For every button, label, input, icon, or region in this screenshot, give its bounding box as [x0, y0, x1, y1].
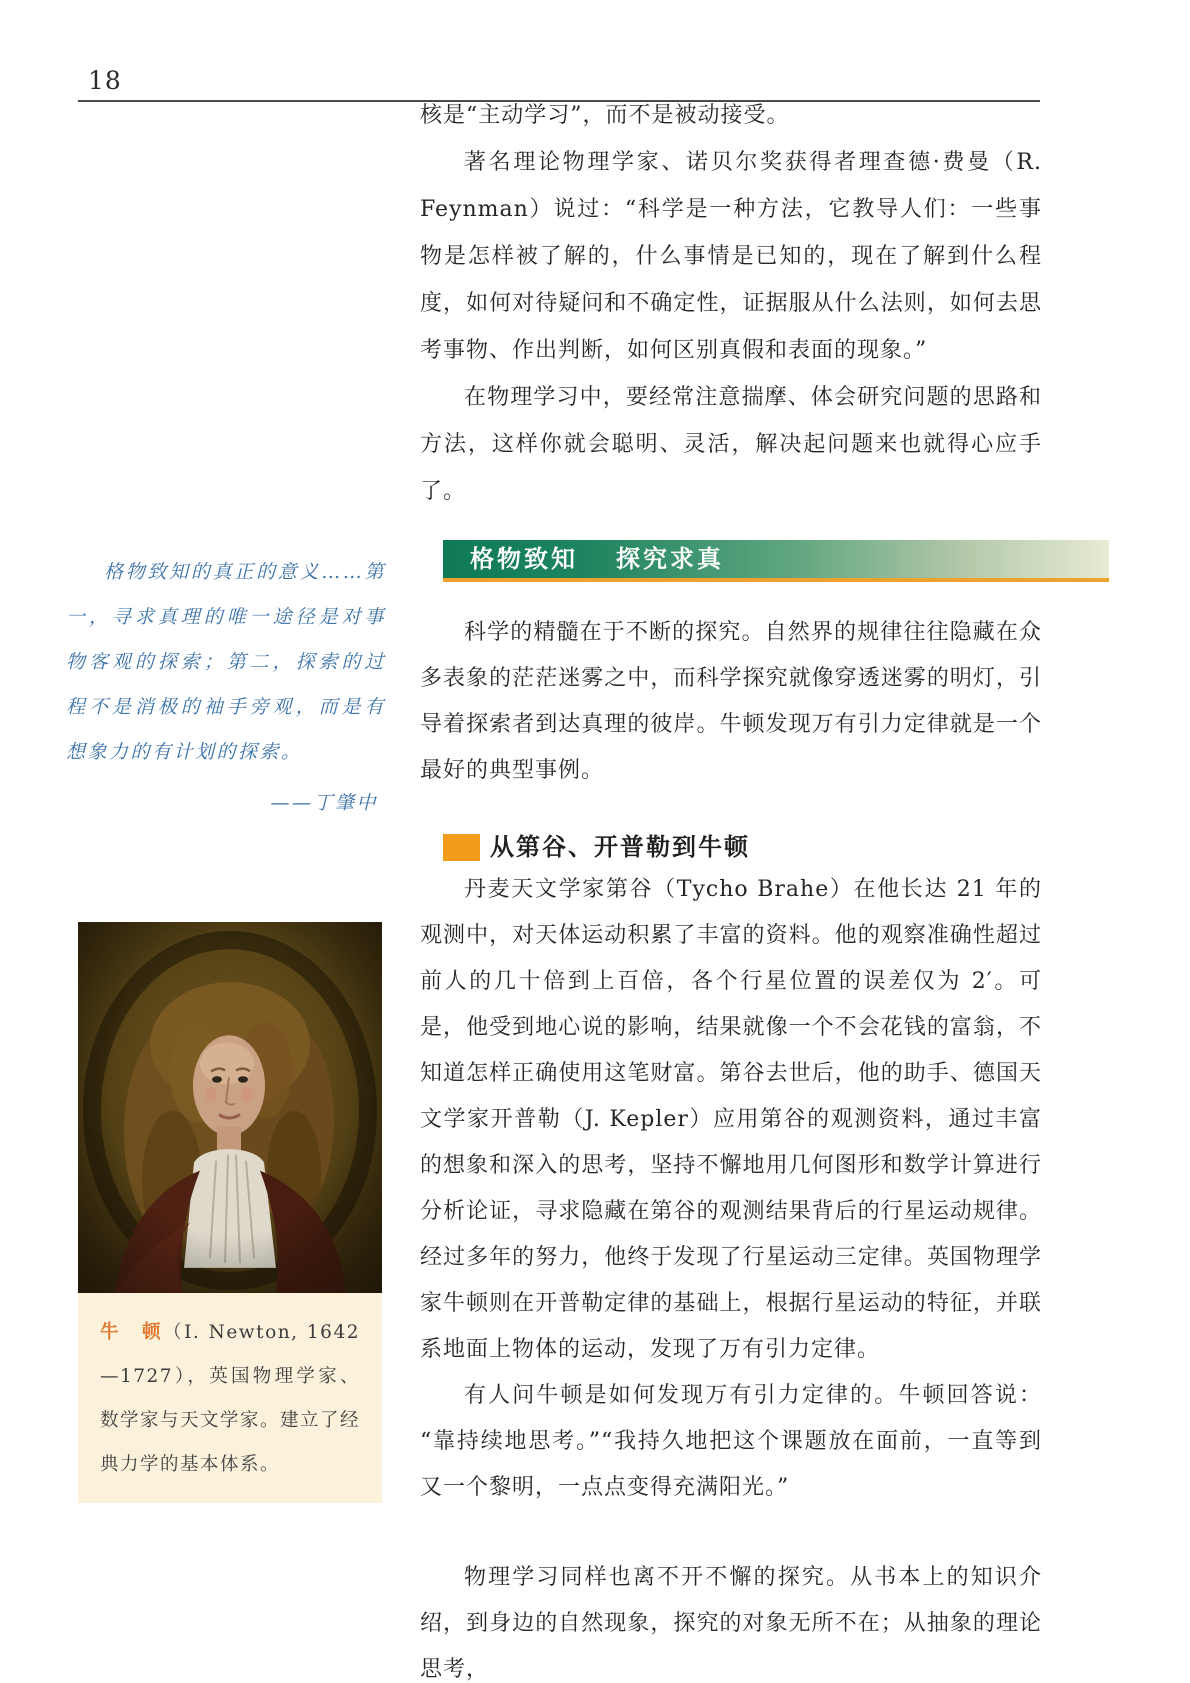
body-block — [420, 867, 1042, 1683]
main-column — [420, 92, 1042, 1683]
paragraph-feynman: 著名理论物理学家、诺贝尔奖获得者理查德·费曼（R. Feynman）说过：“科学是一种方法，它教导人们：一些事物是怎样被了解的，什么事情是已知的，现在了解到什么程度，如何对待疑问和不确定性，证据服从什么法则，如何去思考事物、作出判断，如何区别真假和表面的现象。” — [420, 150, 1042, 363]
quote-attribution: ——丁肇中 — [270, 792, 378, 814]
newton-portrait-image — [78, 922, 382, 1293]
paragraph-tycho: 丹麦天文学家第谷（Tycho Brahe）在他长达 21 年的观测中，对天体运动积累了丰富的资料。他的观察准确性超过前人的几十倍到上百倍，各个行星位置的误差仅为 2′。可是，他受到地心说的影响，结果就像一个不会花钱的富翁，不知道怎样正确使用这笔财富。第谷去世后，他的助手、德国天文学家开普勒（J. Kepler）应用第谷的观测资料，通过丰富的想象和深入的思考，坚持不懈地用几何图形和数学计算进行分析论证，寻求隐藏在第谷的观测结果背后的行星运动规律。经过多年的努力，他终于发现了行星运动三定律。英国物理学家牛顿则在开普勒定律的基础上，根据行星运动的特征，并联系地面上物体的运动，发现了万有引力定律。 — [420, 877, 1042, 1362]
paragraph-intro: 科学的精髓在于不断的探究。自然界的规律往往隐藏在众多表象的茫茫迷雾之中，而科学探究就像穿透迷雾的明灯，引导着探索者到达真理的彼岸。牛顿发现万有引力定律就是一个最好的典型事例。 — [420, 620, 1042, 783]
subsection-heading — [443, 834, 1042, 861]
paragraph-study: 在物理学习中，要经常注意揣摩、体会研究问题的思路和方法，这样你就会聪明、灵活，解决起问题来也就得心应手了。 — [420, 385, 1042, 504]
caption-text: （I. Newton, 1642—1727），英国物理学家、数学家与天文学家。建立了经典力学的基本体系。 — [100, 1322, 361, 1475]
section-bullet-icon — [443, 834, 480, 861]
subsection-title: 从第谷、开普勒到牛顿 — [490, 834, 750, 861]
section-header-part1: 格物致知 — [470, 545, 578, 573]
section-header-bar — [443, 540, 1109, 582]
section-header-part2: 探究求真 — [616, 545, 724, 573]
margin-quote — [66, 550, 386, 826]
paragraph-continuation: 核是“主动学习”，而不是被动接受。 — [420, 103, 790, 128]
paragraph-newton-quote: 有人问牛顿是如何发现万有引力定律的。牛顿回答说：“靠持续地思考。”“我持久地把这个课题放在面前，一直等到又一个黎明，一点点变得充满阳光。” — [420, 1383, 1042, 1500]
portrait-caption — [78, 1293, 382, 1503]
newton-portrait — [78, 922, 382, 1293]
paragraph-physics-study: 物理学习同样也离不开不懈的探究。从书本上的知识介绍，到身边的自然现象，探究的对象无所不在；从抽象的理论思考， — [420, 1565, 1042, 1682]
caption-name: 牛 顿 — [100, 1322, 164, 1343]
page-number: 18 — [88, 66, 122, 95]
quote-text: 格物致知的真正的意义……第一，寻求真理的唯一途径是对事物客观的探索；第二，探索的过程不是消极的袖手旁观，而是有想象力的有计划的探索。 — [66, 561, 386, 763]
